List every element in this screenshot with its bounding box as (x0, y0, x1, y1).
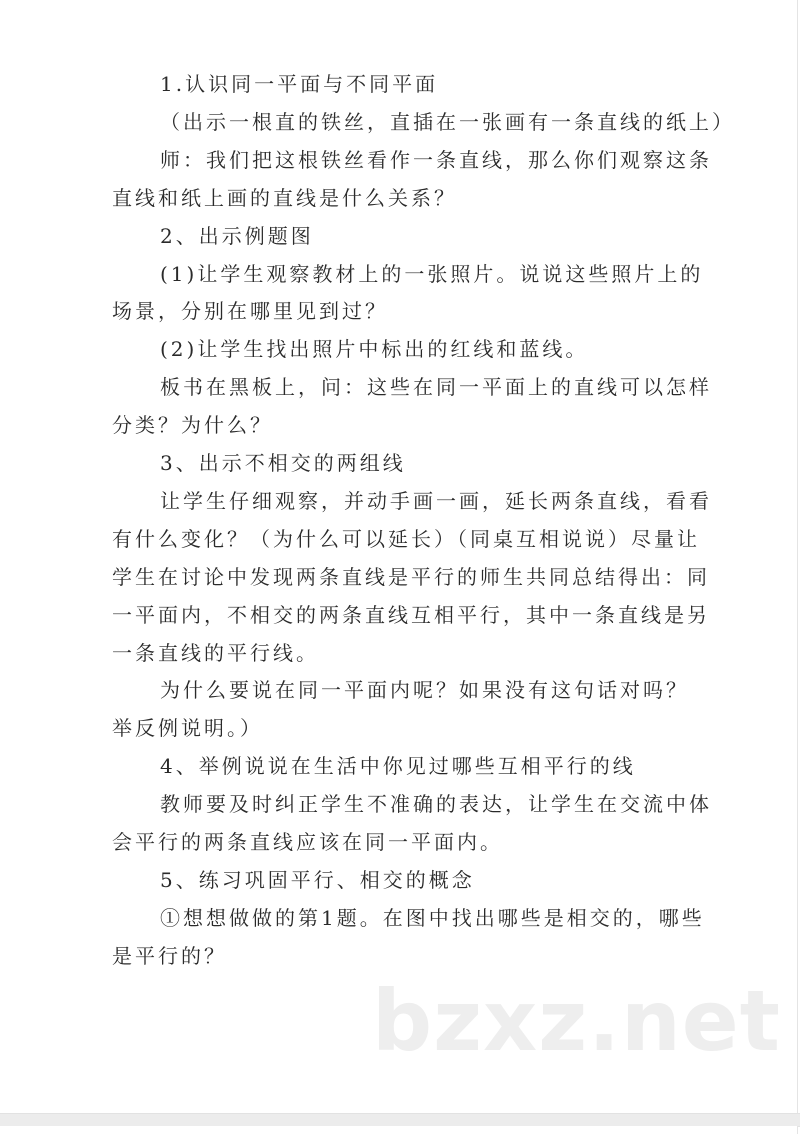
text-line: 分类？为什么？ (112, 413, 273, 438)
text-line: 会平行的两条直线应该在同一平面内。 (112, 830, 503, 854)
text-line: 让学生仔细观察，并动手画一画，延长两条直线，看看 (160, 488, 712, 513)
text-line: （出示一根直的铁丝，直插在一张画有一条直线的纸上） (160, 109, 735, 134)
text-line: ①想想做做的第1题。在图中找出哪些是相交的，哪些 (160, 905, 705, 930)
text-line: 一条直线的平行线。 (112, 640, 319, 665)
text-line: 4、举例说说在生活中你见过哪些互相平行的线 (160, 754, 636, 779)
page-separator (0, 1113, 800, 1127)
next-page-edge (0, 1126, 798, 1134)
text-line: (2)让学生找出照片中标出的红线和蓝线。 (160, 337, 589, 362)
text-line: 有什么变化？（为什么可以延长）（同桌互相说说）尽量让 (112, 526, 700, 551)
text-line: 1.认识同一平面与不同平面 (160, 72, 439, 96)
text-line: 教师要及时纠正学生不准确的表达，让学生在交流中体 (160, 792, 712, 817)
text-line: 3、出示不相交的两组线 (160, 451, 406, 475)
text-line: (1)让学生观察教材上的一张照片。说说这些照片上的 (160, 261, 704, 286)
text-line: 为什么要说在同一平面内呢？如果没有这句话对吗？ (160, 678, 689, 703)
watermark: bzxz.net (372, 972, 781, 1070)
text-line: 2、出示例题图 (160, 223, 314, 248)
text-line: 师：我们把这根铁丝看作一条直线，那么你们观察这条 (160, 147, 712, 172)
text-line: 举反例说明。） (112, 716, 263, 741)
text-line: 5、练习巩固平行、相交的概念 (160, 867, 475, 892)
text-line: 直线和纸上画的直线是什么关系？ (112, 185, 457, 210)
text-line: 一平面内，不相交的两条直线互相平行，其中一条直线是另 (112, 602, 710, 627)
text-line: 板书在黑板上，问：这些在同一平面上的直线可以怎样 (160, 375, 712, 400)
text-line: 场景，分别在哪里见到过？ (112, 299, 388, 324)
text-line: 是平行的？ (112, 943, 227, 968)
text-line: 学生在讨论中发现两条直线是平行的师生共同总结得出：同 (112, 564, 710, 589)
